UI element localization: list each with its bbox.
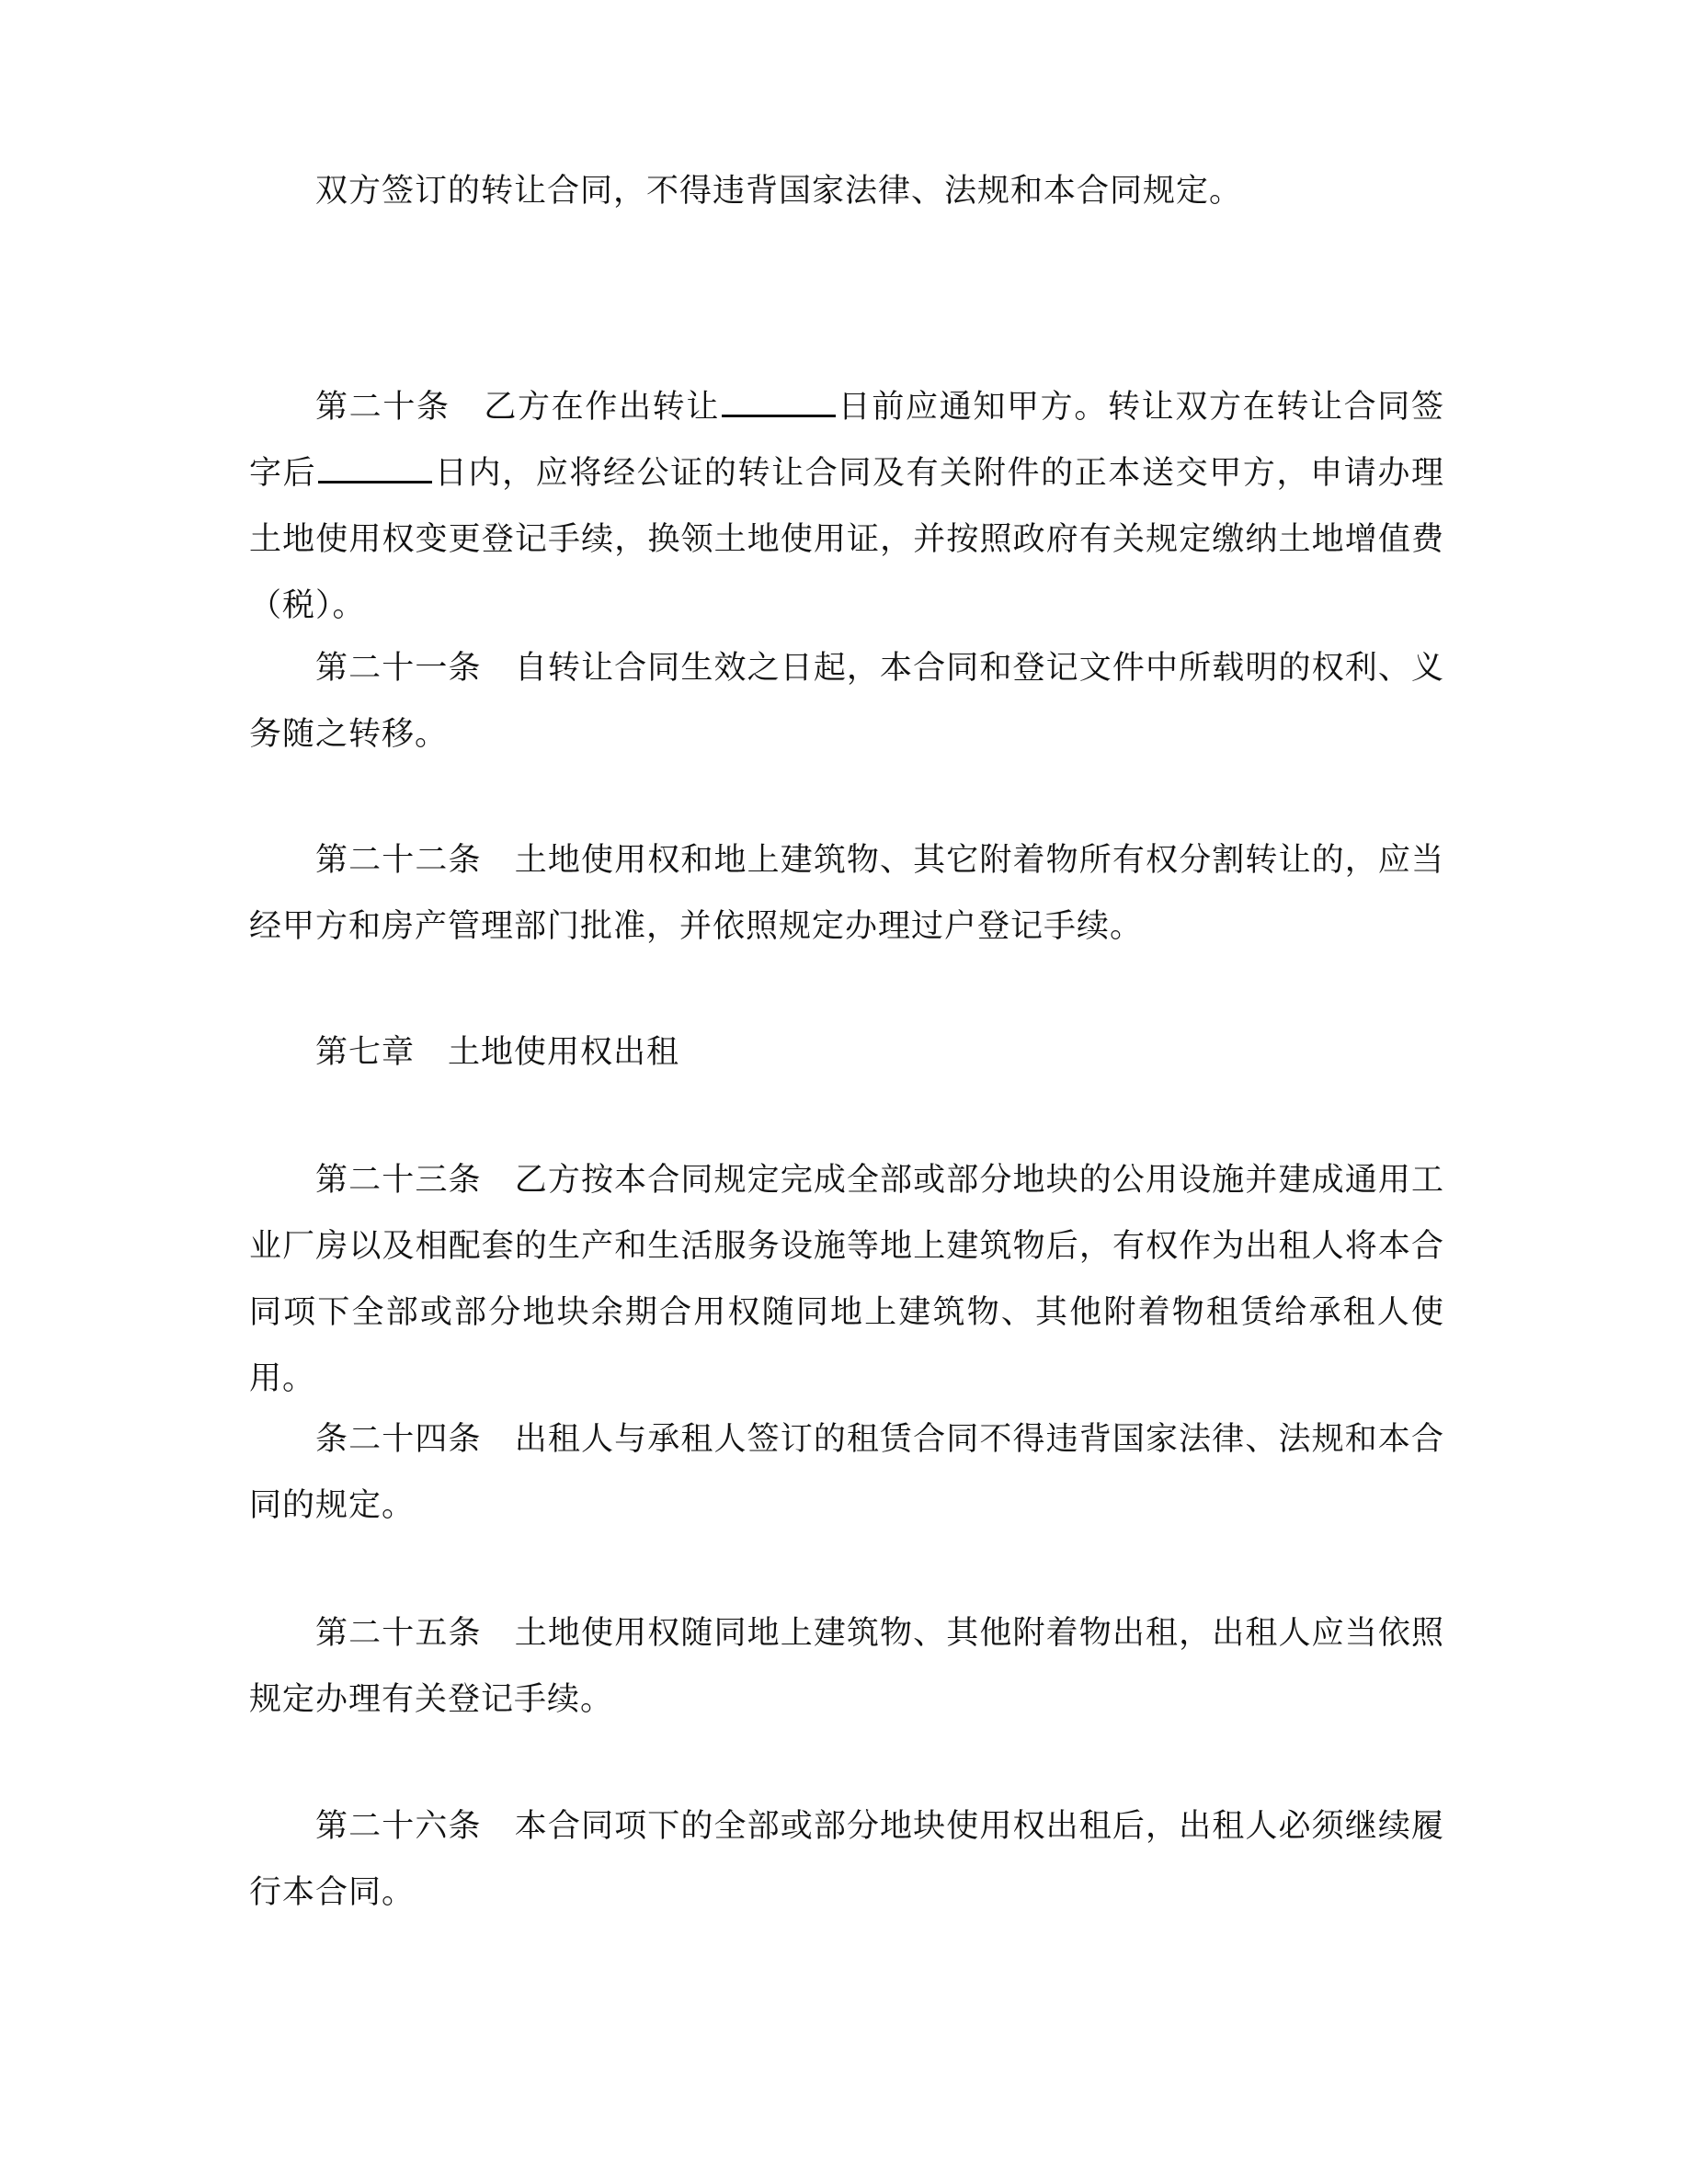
paragraph-transfer-contract-note — [249, 158, 1444, 224]
article-25 — [249, 1600, 1444, 1733]
chapter-heading — [249, 1019, 1444, 1086]
article-text: 土地使用权和地上建筑物、其它附着物所有权分割转让的，应当经甲方和房产管理部门批准，并依照规定办理过户登记手续。 — [249, 842, 1444, 945]
article-label: 第二十一条 — [315, 650, 482, 687]
article-text: 日前应通知甲方。转让双方在转让合同签字后 — [249, 389, 1444, 492]
blank-days-before — [722, 387, 836, 417]
article-text: 乙方在作出转让 — [483, 389, 720, 426]
article-label: 第二十六条 — [315, 1808, 482, 1845]
article-label: 第二十条 — [315, 389, 451, 426]
chapter-label: 第七章 — [315, 1034, 416, 1071]
article-label: 条二十四条 — [315, 1421, 482, 1458]
article-label: 第二十三条 — [315, 1162, 482, 1199]
article-26 — [249, 1793, 1444, 1926]
paragraph-text: 双方签订的转让合同，不得违背国家法律、法规和本合同规定。 — [315, 173, 1243, 210]
article-24 — [249, 1406, 1444, 1539]
article-label: 第二十二条 — [315, 842, 482, 879]
article-23 — [249, 1147, 1444, 1412]
article-text: 土地使用权随同地上建筑物、其他附着物出租，出租人应当依照规定办理有关登记手续。 — [249, 1615, 1444, 1718]
article-text: 乙方按本合同规定完成全部或部分地块的公用设施并建成通用工业厂房以及相配套的生产和生活服务设施等地上建筑物后，有权作为出租人将本合同项下全部或部分地块余期合用权随同地上建筑物、其他附着物租赁给承租人使用。 — [249, 1162, 1444, 1397]
article-label: 第二十五条 — [315, 1615, 482, 1652]
article-text: 自转让合同生效之日起，本合同和登记文件中所载明的权利、义务随之转移。 — [249, 650, 1444, 753]
article-text: 本合同项下的全部或部分地块使用权出租后，出租人必须继续履行本合同。 — [249, 1808, 1444, 1911]
article-20 — [249, 374, 1444, 639]
article-21 — [249, 635, 1444, 768]
article-22 — [249, 827, 1444, 960]
article-text: 日内，应将经公证的转让合同及有关附件的正本送交甲方，申请办理土地使用权变更登记手续，换领土地使用证，并按照政府有关规定缴纳土地增值费（税）。 — [249, 455, 1444, 624]
blank-days-within — [318, 453, 432, 483]
chapter-title: 土地使用权出租 — [448, 1034, 680, 1071]
article-text: 出租人与承租人签订的租赁合同不得违背国家法律、法规和本合同的规定。 — [249, 1421, 1444, 1524]
